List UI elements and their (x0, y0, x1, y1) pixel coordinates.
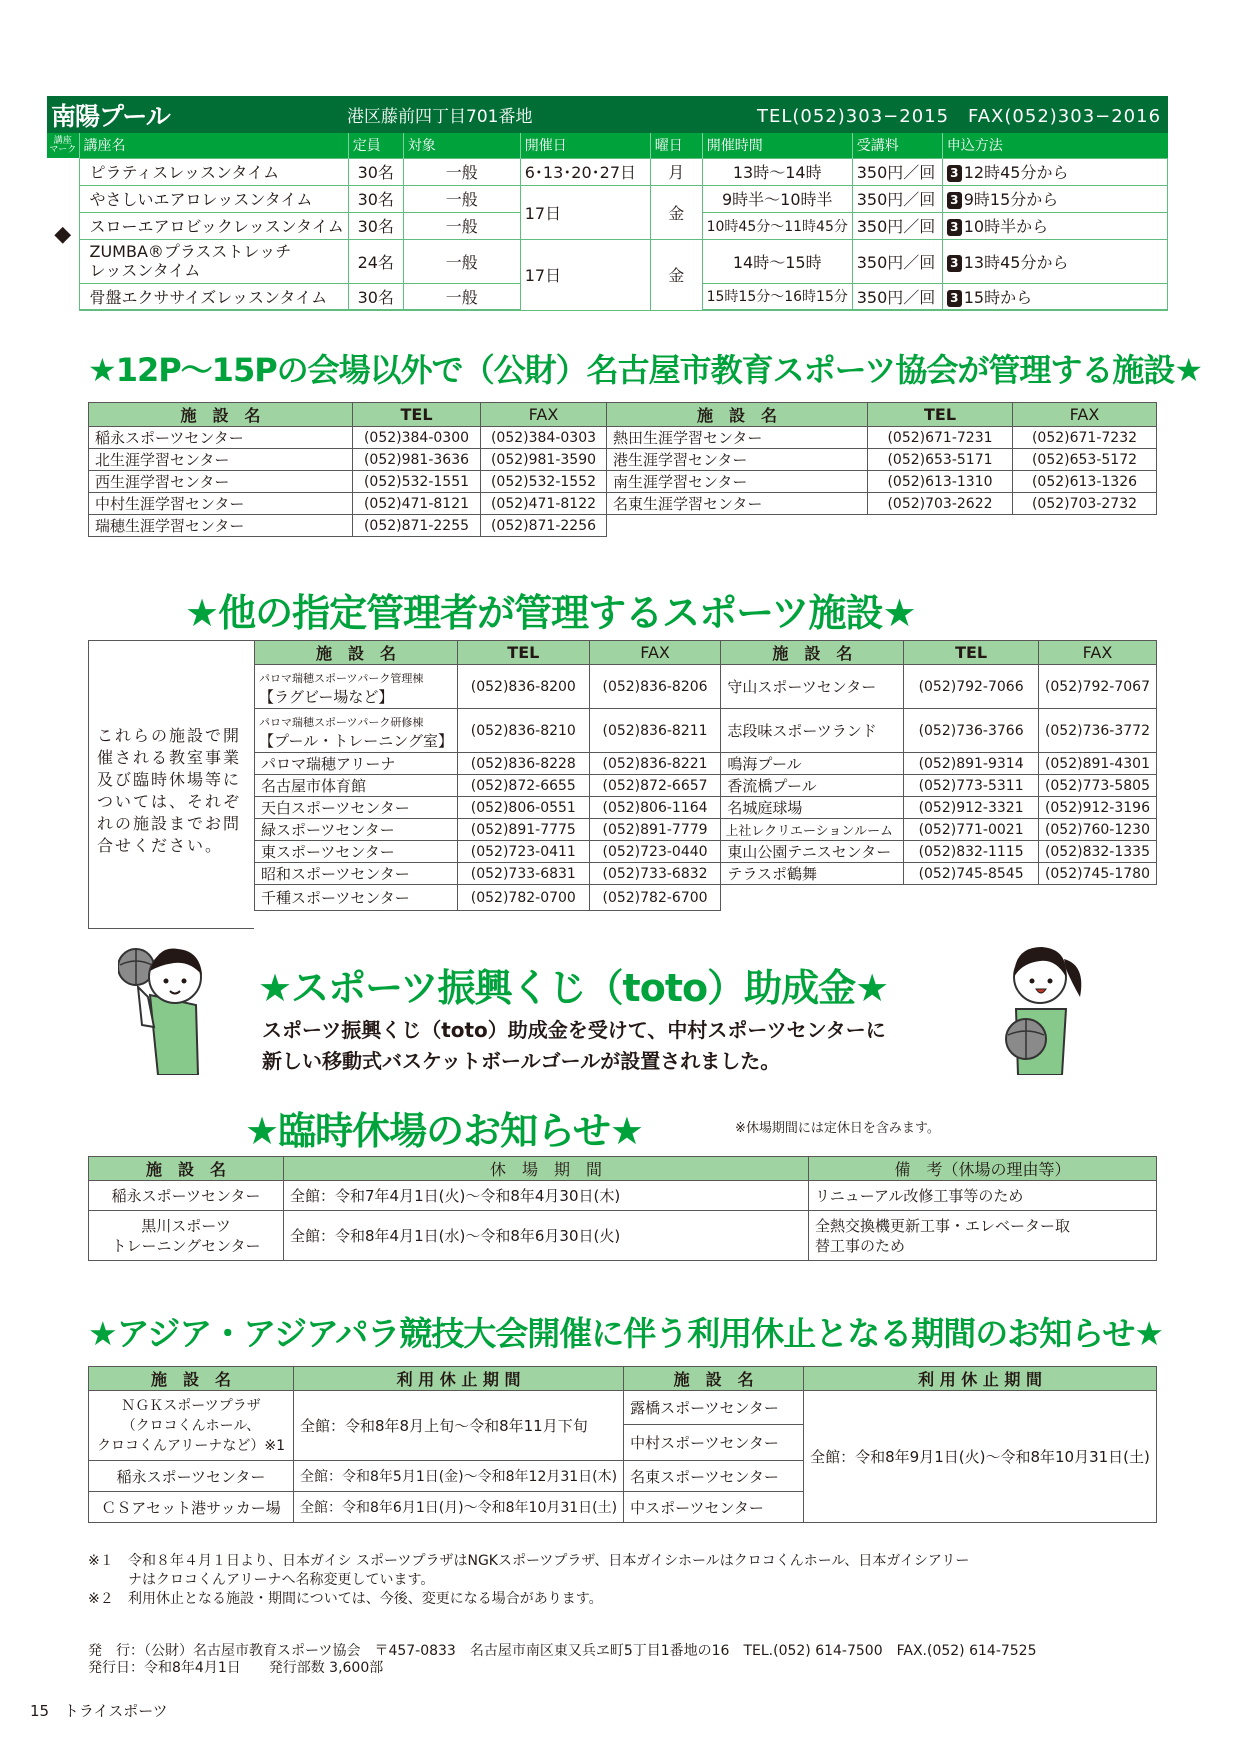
association-facilities-table (88, 402, 1157, 537)
table-row: ＣＳアセット港サッカー場 全館：令和8年6月1日(月)～令和8年10月31日(土) 中スポーツセンター (89, 1492, 1157, 1523)
publisher-info: 発 行：（公財）名古屋市教育スポーツ協会 〒457-0833 名古屋市南区東又兵ヱ町5丁目1番地の16 TEL.(052) 614-7500 FAX.(052) 614-7525 発行日：令和8年4月1日 発行部数 3,600部 (88, 1643, 1037, 1676)
table-row: ＮＧＫスポーツプラザ （クロコくんホール、 クロコくんアリーナなど）※1 全館：令和8年8月上旬～令和8年11月下旬 露橋スポーツセンター 全館：令和8年9月1日(火)～令和8年10月31日(土) (89, 1391, 1157, 1425)
boy-with-basketball-illustration (118, 935, 208, 1079)
number-3-badge-icon: 3 (947, 290, 962, 307)
footnote-1: ※１ 令和８年４月１日より、日本ガイシ スポーツプラザはNGKスポーツプラザ、日本ガイシホールはクロコくんホール、日本ガイシアリー ナはクロコくんアリーナへ名称変更しています。 (88, 1553, 970, 1588)
table-row: 東スポーツセンター (052)723-0411 (052)723-0440 東山公園テニスセンター (052)832-1115 (052)832-1335 (255, 841, 1157, 863)
page-footer (30, 1700, 168, 1721)
number-3-badge-icon: 3 (947, 192, 962, 209)
asia-games-closure-table (88, 1366, 1157, 1523)
inquiry-note: これらの施設で開催される教室事業及び臨時休場等については、それぞれの施設までお問合せください。 (88, 640, 254, 929)
pool-lesson-table (47, 133, 1168, 311)
table-row: 昭和スポーツセンター (052)733-6831 (052)733-6832 テラスポ鶴舞 (052)745-8545 (052)745-1780 (255, 863, 1157, 885)
table-row: パロマ瑞穂スポーツパーク管理棟 【ラグビー場など】 (052)836-8200 (052)836-8206 守山スポーツセンター (052)792-7066 (052)792-7067 (255, 665, 1157, 709)
pool-contact: TEL(052)303−2015 FAX(052)303−2016 (757, 105, 1162, 127)
table-header-row: 施 設 名 TEL FAX 施 設 名 TEL FAX (89, 403, 1157, 427)
pool-title: 南陽プール (51, 101, 170, 131)
table-row: 稲永スポーツセンター 全館：令和7年4月1日(火)～令和8年4月30日(木) リニューアル改修工事等のため (89, 1181, 1157, 1211)
table-row: 瑞穂生涯学習センター (052)871-2255 (052)871-2256 (89, 515, 1157, 537)
table-row: 稲永スポーツセンター 全館：令和8年5月1日(金)～令和8年12月31日(木) 名東スポーツセンター (89, 1461, 1157, 1492)
table-row: スローエアロビックレッスンタイム 30名 一般 10時45分～11時45分 350円／回 3 10時半から (47, 212, 1168, 239)
table-header-row (47, 133, 1168, 158)
header-weekday: 曜日 (650, 133, 702, 158)
other-managers-table (254, 640, 1157, 911)
footnotes (88, 1552, 1163, 1609)
table-row: 黒川スポーツ トレーニングセンター 全館：令和8年4月1日(水)～令和8年6月30日(火) 全熱交換機更新工事・エレベーター取 替工事のため (89, 1211, 1157, 1261)
table-row: 西生涯学習センター (052)532-1551 (052)532-1552 南生涯学習センター (052)613-1310 (052)613-1326 (89, 471, 1157, 493)
table-row: 稲永スポーツセンター (052)384-0300 (052)384-0303 熱田生涯学習センター (052)671-7231 (052)671-7232 (89, 427, 1157, 449)
diamond-mark-icon: ◆ (47, 158, 79, 310)
magazine-name: トライスポーツ (63, 1702, 168, 1720)
number-3-badge-icon: 3 (947, 255, 962, 272)
closure-table (88, 1156, 1157, 1261)
toto-title: ★スポーツ振興くじ（toto）助成金★ (258, 966, 889, 1010)
table-row: 骨盤エクササイズレッスンタイム 30名 一般 15時15分～16時15分 350円／回 3 15時から (47, 283, 1168, 310)
table-row: パロマ瑞穂スポーツパーク研修棟 【プール・トレーニング室】 (052)836-8210 (052)836-8211 志段味スポーツランド (052)736-3766 (052)736-3772 (255, 709, 1157, 753)
table-header-row: 施 設 名 TEL FAX 施 設 名 TEL FAX (255, 641, 1157, 665)
table-row: 緑スポーツセンター (052)891-7775 (052)891-7779 上社レクリエーションルーム (052)771-0021 (052)760-1230 (255, 819, 1157, 841)
table-header-row: 施 設 名 休 場 期 間 備 考（休場の理由等） (89, 1157, 1157, 1181)
pool-header (47, 96, 1168, 133)
asia-games-title: ★アジア・アジアパラ競技大会開催に伴う利用休止となる期間のお知らせ★ (88, 1314, 1163, 1353)
pool-section (47, 96, 1168, 311)
table-row: やさしいエアロレッスンタイム 30名 一般 17日 金 9時半～10時半 350円／回 3 9時15分から (47, 185, 1168, 212)
header-capacity: 定員 (348, 133, 403, 158)
girl-with-basketball-illustration (1000, 935, 1090, 1079)
pool-address: 港区藤前四丁目701番地 (347, 107, 533, 127)
toto-description: スポーツ振興くじ（toto）助成金を受けて、中村スポーツセンターに 新しい移動式バスケットボールゴールが設置されました。 (262, 1018, 886, 1073)
table-row: 北生涯学習センター (052)981-3636 (052)981-3590 港生涯学習センター (052)653-5171 (052)653-5172 (89, 449, 1157, 471)
header-mark: 講座 マーク (47, 133, 79, 158)
header-name: 講座名 (79, 133, 348, 158)
section-title-other-managers: ★他の指定管理者が管理するスポーツ施設★ (185, 591, 916, 635)
header-apply: 申込方法 (942, 133, 1167, 158)
table-row: ◆ ピラティスレッスンタイム 30名 一般 6･13･20･27日 月 13時～14時 350円／回 3 12時45分から (47, 158, 1168, 185)
header-time: 開催時間 (702, 133, 852, 158)
number-3-badge-icon: 3 (947, 219, 962, 236)
table-row: 中村生涯学習センター (052)471-8121 (052)471-8122 名東生涯学習センター (052)703-2622 (052)703-2732 (89, 493, 1157, 515)
table-row: パロマ瑞穂アリーナ (052)836-8228 (052)836-8221 鳴海プール (052)891-9314 (052)891-4301 (255, 753, 1157, 775)
closure-note: ※休場期間には定休日を含みます。 (735, 1121, 940, 1136)
closure-title: ★臨時休場のお知らせ★ (245, 1109, 643, 1153)
table-row: 名古屋市体育館 (052)872-6655 (052)872-6657 香流橋プール (052)773-5311 (052)773-5805 (255, 775, 1157, 797)
header-target: 対象 (403, 133, 520, 158)
header-date: 開催日 (520, 133, 650, 158)
table-header-row: 施 設 名 利 用 休 止 期 間 施 設 名 利 用 休 止 期 間 (89, 1367, 1157, 1391)
section-title-association-facilities: ★12P～15Pの会場以外で（公財）名古屋市教育スポーツ協会が管理する施設★ (88, 351, 1203, 389)
footnote-2: ※２ 利用休止となる施設・期間については、今後、変更になる場合があります。 (88, 1591, 603, 1607)
table-row: 千種スポーツセンター (052)782-0700 (052)782-6700 (255, 885, 1157, 911)
table-row: 中村スポーツセンター (89, 1425, 1157, 1461)
number-3-badge-icon: 3 (947, 165, 962, 182)
page-number: 15 (30, 1702, 50, 1720)
table-row: ZUMBA®プラスストレッチ レッスンタイム 24名 一般 17日 金 14時～15時 350円／回 3 13時45分から (47, 239, 1168, 283)
table-row: 天白スポーツセンター (052)806-0551 (052)806-1164 名城庭球場 (052)912-3321 (052)912-3196 (255, 797, 1157, 819)
header-fee: 受講料 (852, 133, 942, 158)
